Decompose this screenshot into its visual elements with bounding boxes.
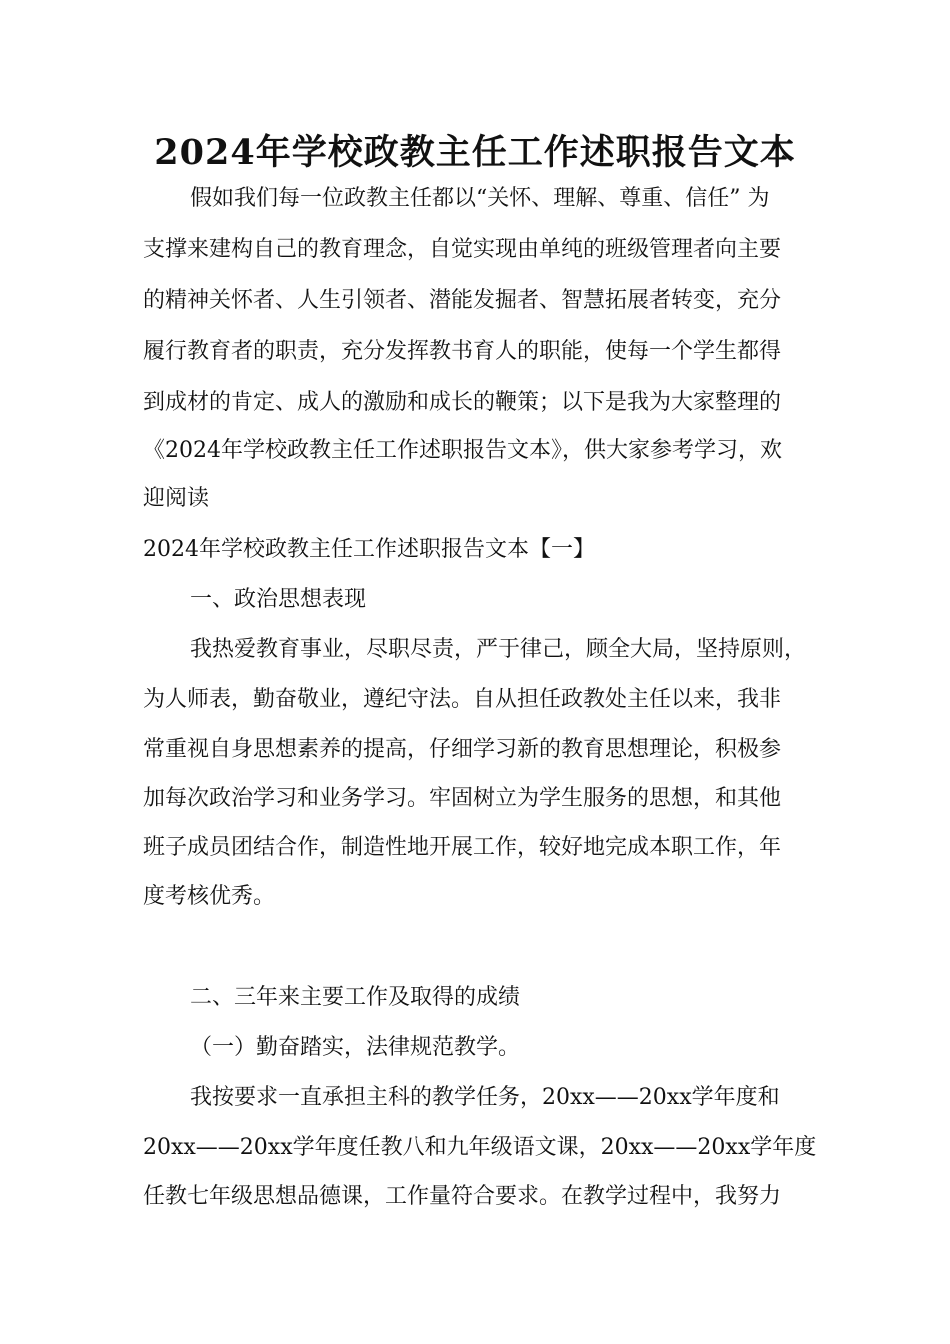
paragraph-line: 履行教育者的职责，充分发挥教书育人的职能，使每一个学生都得 [143,339,782,364]
paragraph-line: 迎阅读 [143,486,210,511]
document-title: 2024年学校政教主任工作述职报告文本 [154,132,796,173]
subsection-heading: 二、三年来主要工作及取得的成绩 [190,985,521,1010]
paragraph-line: 《2024年学校政教主任工作述职报告文本》，供大家参考学习，欢 [143,438,782,463]
paragraph-line: 度考核优秀。 [143,884,276,909]
paragraph-line: 的精神关怀者、人生引领者、潜能发掘者、智慧拓展者转变，充分 [143,288,782,313]
paragraph-line: 到成材的肯定、成人的激励和成长的鞭策；以下是我为大家整理的 [143,390,782,415]
paragraph-line: 为人师表，勤奋敬业，遵纪守法。自从担任政教处主任以来，我非 [143,687,782,712]
paragraph-line: 我按要求一直承担主科的教学任务，20xx——20xx学年度和 [190,1085,780,1110]
section-heading: 2024年学校政教主任工作述职报告文本【一】 [143,537,595,562]
paragraph-line: 班子成员团结合作，制造性地开展工作，较好地完成本职工作，年 [143,835,782,860]
subsection-heading: 一、政治思想表现 [190,587,367,612]
paragraph-line: 20xx——20xx学年度任教八和九年级语文课，20xx——20xx学年度 [143,1135,817,1160]
paragraph-line: 我热爱教育事业，尽职尽责，严于律己，顾全大局，坚持原则， [190,637,807,662]
subsection-heading: （一）勤奋踏实，法律规范教学。 [190,1035,521,1060]
paragraph-line: 常重视自身思想素养的提高，仔细学习新的教育思想理论，积极参 [143,737,782,762]
paragraph-line: 假如我们每一位政教主任都以“关怀、理解、尊重、信任” 为 [190,186,770,211]
paragraph-line: 任教七年级思想品德课，工作量符合要求。在教学过程中，我努力 [143,1184,782,1209]
paragraph-line: 加每次政治学习和业务学习。牢固树立为学生服务的思想，和其他 [143,786,782,811]
paragraph-line: 支撑来建构自己的教育理念，自觉实现由单纯的班级管理者向主要 [143,237,782,262]
